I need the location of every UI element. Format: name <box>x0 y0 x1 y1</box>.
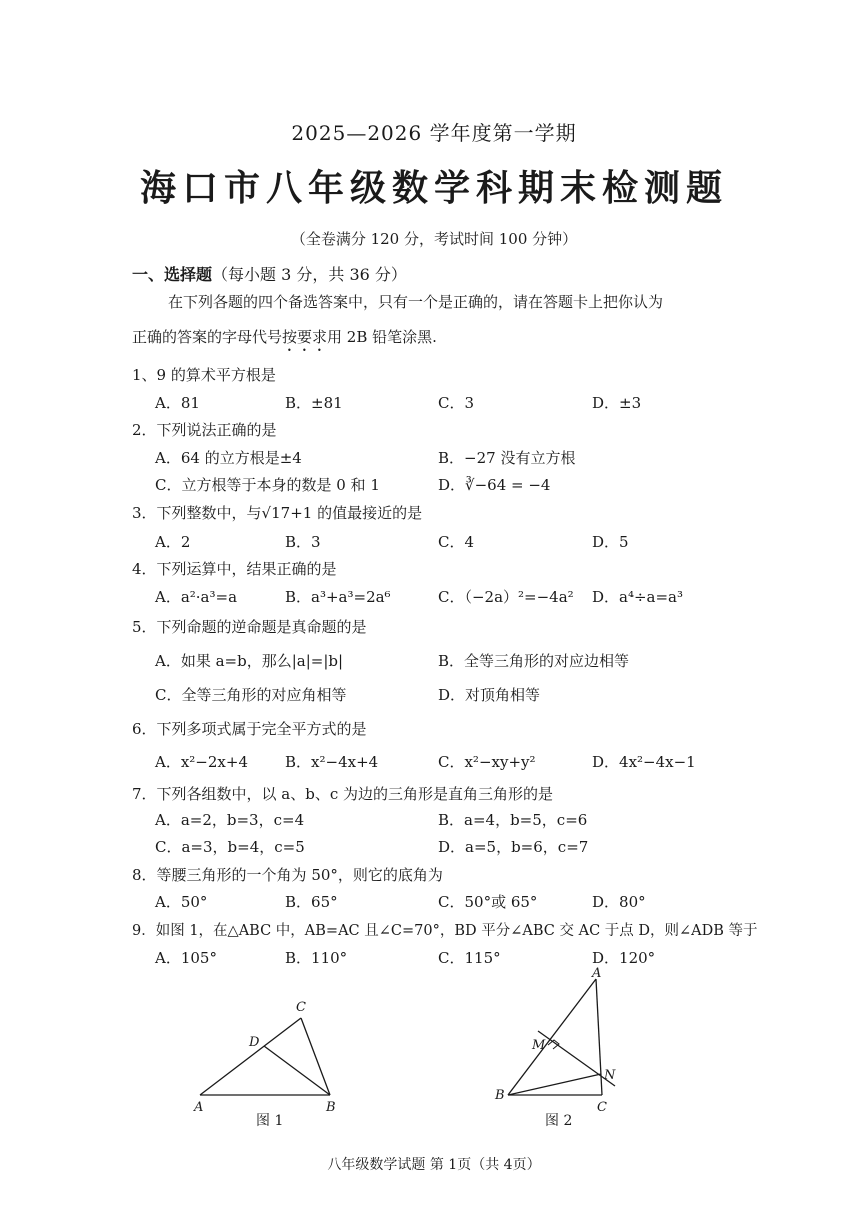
question-4-option-b: B．a³+a³=2a⁶ <box>285 588 391 606</box>
question-4-option-d: D．a⁴÷a=a³ <box>592 588 684 606</box>
question-4-stem: 4．下列运算中，结果正确的是 <box>132 560 337 578</box>
question-3-option-c: C．4 <box>438 533 475 551</box>
question-5-option-d: D．对顶角相等 <box>438 686 541 704</box>
question-6-option-b: B．x²−4x+4 <box>285 753 379 771</box>
section-heading-note: （每小题 3 分，共 36 分） <box>212 265 407 284</box>
question-2-option-c: C．立方根等于本身的数是 0 和 1 <box>155 476 380 494</box>
fig2-label-a: A <box>592 966 602 981</box>
question-9-option-c: C．115° <box>438 949 501 967</box>
question-2-option-d: D．∛−64 = −4 <box>438 476 551 494</box>
question-5-stem: 5．下列命题的逆命题是真命题的是 <box>132 618 367 636</box>
question-1-stem: 1、9 的算术平方根是 <box>132 366 276 384</box>
question-7-option-b: B．a=4，b=5，c=6 <box>438 811 588 829</box>
question-5-option-c: C．全等三角形的对应角相等 <box>155 686 347 704</box>
figure-1-triangle <box>185 990 355 1125</box>
fig1-label-c: C <box>296 1000 306 1015</box>
question-2-option-b: B．−27 没有立方根 <box>438 449 576 467</box>
question-9-option-d: D．120° <box>592 949 656 967</box>
school-year-line: 2025—2026 学年度第一学期 <box>291 121 577 145</box>
fig2-label-c: C <box>597 1100 607 1115</box>
question-5-option-a: A．如果 a=b，那么|a|=|b| <box>155 652 344 670</box>
question-8-option-d: D．80° <box>592 893 646 911</box>
question-4-option-a: A．a²·a³=a <box>155 588 238 606</box>
question-7-option-c: C．a=3，b=4，c=5 <box>155 838 305 856</box>
fig2-label-b: B <box>495 1088 505 1103</box>
question-3-option-d: D．5 <box>592 533 629 551</box>
question-8-option-c: C．50°或 65° <box>438 893 538 911</box>
question-8-stem: 8．等腰三角形的一个角为 50°，则它的底角为 <box>132 866 443 884</box>
question-6-stem: 6．下列多项式属于完全平方式的是 <box>132 720 367 738</box>
figure-2-caption: 图 2 <box>545 1113 573 1129</box>
question-1-option-d: D．±3 <box>592 394 642 412</box>
question-7-option-a: A．a=2，b=3，c=4 <box>155 811 305 829</box>
question-9-option-a: A．105° <box>155 949 217 967</box>
instruction-emphasis: 按要求 <box>282 328 328 346</box>
instruction-line-2 <box>132 326 437 355</box>
fig1-side-ac <box>200 1018 301 1095</box>
question-5-option-b: B．全等三角形的对应边相等 <box>438 652 630 670</box>
question-9-stem: 9．如图 1，在△ABC 中，AB=AC 且∠C=70°，BD 平分∠ABC 交 AC 于点 D，则∠ADB 等于 <box>132 923 758 939</box>
instruction-line-1: 在下列各题的四个备选答案中，只有一个是正确的，请在答题卡上把你认为 <box>168 293 664 311</box>
fig1-label-b: B <box>326 1100 336 1115</box>
question-6-option-c: C．x²−xy+y² <box>438 753 536 771</box>
question-8-option-a: A．50° <box>155 893 208 911</box>
section-heading <box>132 262 407 285</box>
fig2-label-n: N <box>604 1068 616 1083</box>
question-1-option-a: A．81 <box>155 394 200 412</box>
fig1-label-a: A <box>194 1100 204 1115</box>
question-1-option-c: C．3 <box>438 394 475 412</box>
question-2-option-a: A．64 的立方根是±4 <box>155 449 302 467</box>
fig1-label-d: D <box>249 1035 260 1050</box>
question-1-option-b: B．±81 <box>285 394 343 412</box>
question-9-option-b: B．110° <box>285 949 348 967</box>
instruction-line-2-a: 正确的答案的字母代号 <box>132 328 283 346</box>
question-3-option-a: A．2 <box>155 533 191 551</box>
exam-subtitle: （全卷满分 120 分，考试时间 100 分钟） <box>290 230 578 248</box>
question-4-option-c: C．（−2a）²=−4a² <box>438 588 574 606</box>
question-3-stem: 3．下列整数中，与√17+1 的值最接近的是 <box>132 504 423 522</box>
page-footer: 八年级数学试题 第 1页（共 4页） <box>327 1157 541 1173</box>
figure-2-triangle <box>490 965 630 1115</box>
question-7-stem: 7．下列各组数中，以 a、b、c 为边的三角形是直角三角形的是 <box>132 785 554 803</box>
instruction-line-2-b: 用 2B 铅笔涂黑. <box>327 328 437 346</box>
question-2-stem: 2．下列说法正确的是 <box>132 421 277 439</box>
fig2-side-ac <box>596 979 602 1095</box>
question-6-option-a: A．x²−2x+4 <box>155 753 248 771</box>
fig2-label-m: M <box>532 1038 546 1053</box>
question-7-option-d: D．a=5，b=6，c=7 <box>438 838 589 856</box>
question-3-option-b: B．3 <box>285 533 321 551</box>
figure-1-caption: 图 1 <box>256 1113 284 1129</box>
question-8-option-b: B．65° <box>285 893 338 911</box>
exam-title: 海口市八年级数学科期末检测题 <box>139 168 728 209</box>
section-heading-title: 一、选择题 <box>132 265 213 284</box>
question-6-option-d: D．4x²−4x−1 <box>592 753 696 771</box>
